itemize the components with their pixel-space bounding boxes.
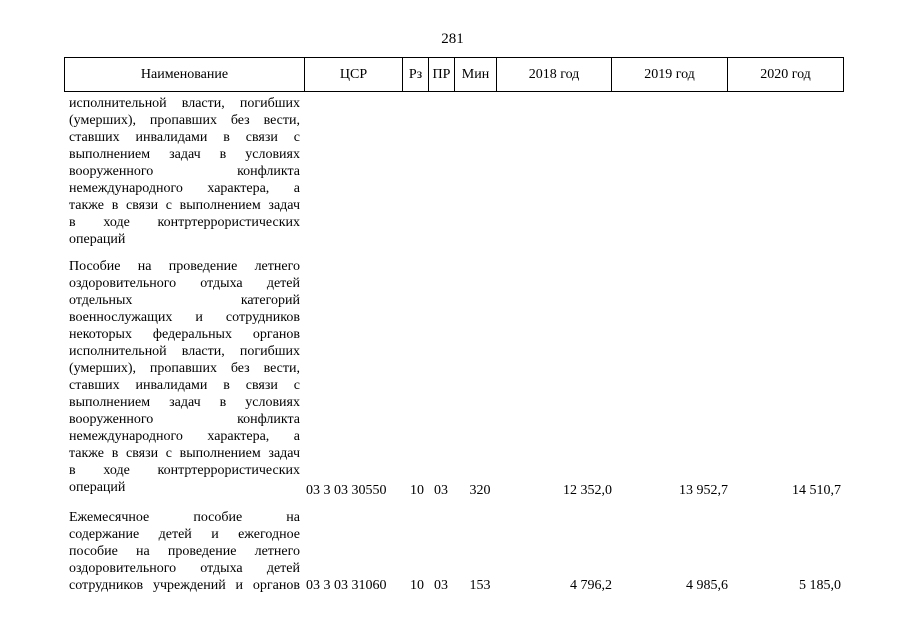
header-2019: 2019 год (612, 58, 728, 92)
name-line: Ежемесячное пособие на (69, 510, 300, 525)
name-line: (умерших), пропавших без вести, (69, 113, 300, 128)
name-line: в ходе контртеррористических (69, 215, 300, 230)
cell-2019: 13 952,7 (679, 483, 728, 498)
name-line: исполнительной власти, погибших (69, 96, 300, 111)
header-name: Наименование (65, 58, 305, 92)
cell-csr: 03 3 03 31060 (306, 578, 387, 593)
cell-min: 153 (469, 578, 491, 593)
cell-2020: 5 185,0 (799, 578, 841, 593)
name-line: пособие на проведение летнего (69, 544, 300, 559)
header-2018: 2018 год (497, 58, 612, 92)
table-row-name (69, 258, 300, 496)
name-line: исполнительной власти, погибших (69, 344, 300, 359)
name-line: (умерших), пропавших без вести, (69, 361, 300, 376)
cell-csr: 03 3 03 30550 (306, 483, 387, 498)
table-row-name (69, 95, 300, 248)
table-row-name (69, 509, 300, 594)
name-line: немеждународного характера, а (69, 181, 300, 196)
cell-pr: 03 (434, 578, 448, 593)
cell-2018: 4 796,2 (570, 578, 612, 593)
name-line: вооруженного конфликта (69, 164, 300, 179)
page-number: 281 (441, 31, 464, 47)
name-line: некоторых федеральных органов (69, 327, 300, 342)
cell-rz: 10 (410, 483, 424, 498)
header-pr: ПР (429, 58, 455, 92)
header-2020: 2020 год (728, 58, 844, 92)
name-line: операций (69, 232, 126, 247)
name-line: немеждународного характера, а (69, 429, 300, 444)
name-line: военнослужащих и сотрудников (69, 310, 300, 325)
name-line: сотрудников учреждений и органов (69, 578, 300, 593)
header-rz: Рз (403, 58, 429, 92)
cell-2020: 14 510,7 (792, 483, 841, 498)
header-min: Мин (455, 58, 497, 92)
cell-min: 320 (469, 483, 491, 498)
name-line: содержание детей и ежегодное (69, 527, 300, 542)
name-line: Пособие на проведение летнего (69, 259, 300, 274)
name-line: вооруженного конфликта (69, 412, 300, 427)
table-header (64, 57, 844, 92)
name-line: ставших инвалидами в связи с (69, 130, 300, 145)
cell-2019: 4 985,6 (686, 578, 728, 593)
cell-pr: 03 (434, 483, 448, 498)
name-line: отдельных категорий (69, 293, 300, 308)
name-line: также в связи с выполнением задач (69, 446, 300, 461)
header-csr: ЦСР (305, 58, 403, 92)
name-line: также в связи с выполнением задач (69, 198, 300, 213)
name-line: оздоровительного отдыха детей (69, 561, 300, 576)
name-line: оздоровительного отдыха детей (69, 276, 300, 291)
name-line: выполнением задач в условиях (69, 147, 300, 162)
cell-rz: 10 (410, 578, 424, 593)
cell-2018: 12 352,0 (563, 483, 612, 498)
name-line: ставших инвалидами в связи с (69, 378, 300, 393)
name-line: операций (69, 480, 126, 495)
name-line: в ходе контртеррористических (69, 463, 300, 478)
name-line: выполнением задач в условиях (69, 395, 300, 410)
